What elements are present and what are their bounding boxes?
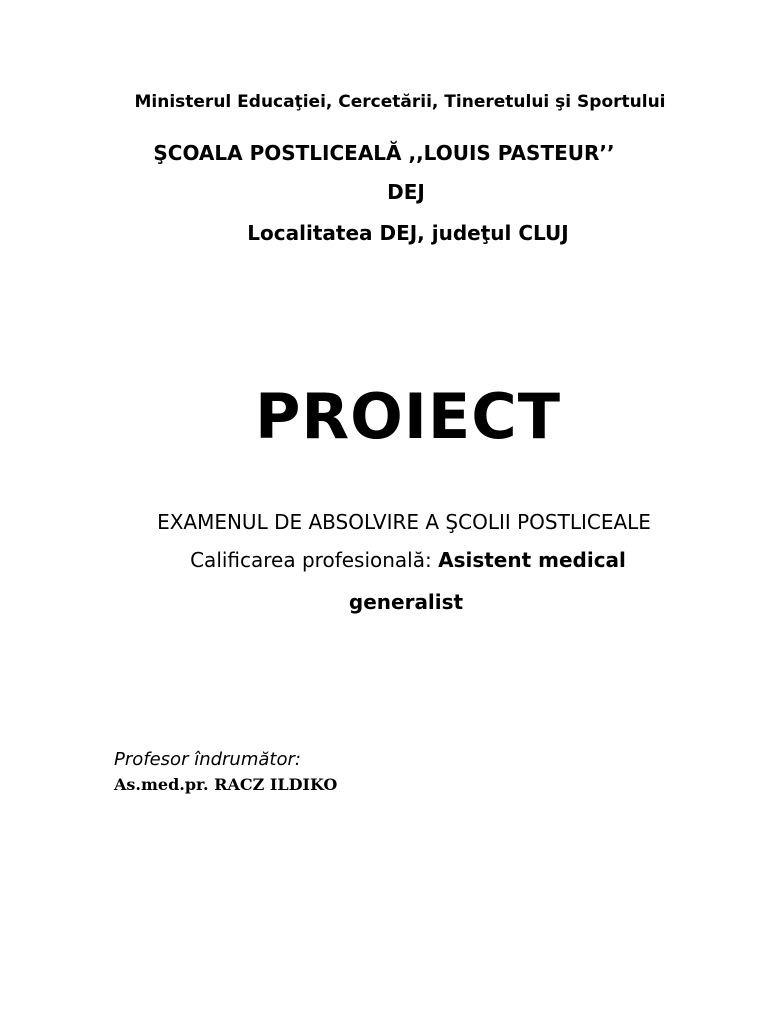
exam-subtitle: EXAMENUL DE ABSOLVIRE A ŞCOLII POSTLICEALE [157, 510, 651, 534]
supervisor-label: Profesor îndrumător: [114, 749, 301, 770]
school-name: ŞCOALA POSTLICEALĂ ,,LOUIS PASTEUR’’ [153, 141, 615, 165]
supervisor-name: As.med.pr. RACZ ILDIKO [114, 775, 338, 794]
page-title: PROIECT [254, 380, 562, 453]
qualification-value: Asistent medical [438, 548, 626, 572]
qualification-label: Calificarea profesională: [190, 548, 439, 572]
ministry-heading: Ministerul Educaţiei, Cercetării, Tineretului şi Sportului [134, 92, 666, 112]
city-name: DEJ [387, 180, 425, 204]
locality-line: Localitatea DEJ, judeţul CLUJ [247, 221, 569, 245]
qualification-value-continued: generalist [348, 590, 464, 614]
qualification-line [24, 548, 768, 572]
